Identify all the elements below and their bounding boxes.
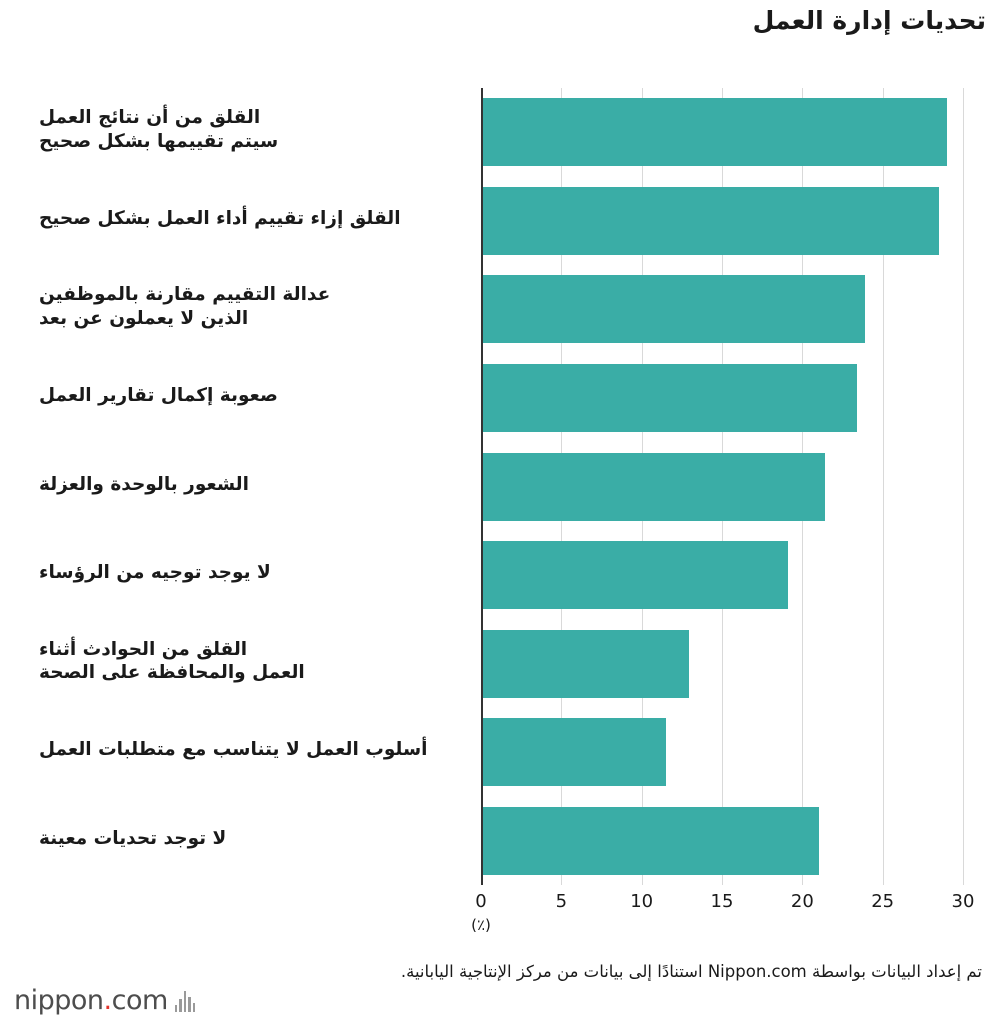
bar [483, 275, 865, 343]
category-label-line: سيتم تقييمها بشكل صحيح [39, 130, 279, 152]
gridline [963, 88, 964, 885]
plot-area [481, 88, 963, 885]
bar [483, 630, 689, 698]
bar [483, 541, 788, 609]
category-label-line: القلق من أن نتائج العمل [39, 107, 261, 129]
logo-text [14, 985, 168, 1016]
bar [483, 187, 939, 255]
category-label [39, 207, 469, 231]
x-tick-label: 30 [951, 891, 975, 912]
page-title: تحديات إدارة العمل [752, 6, 986, 35]
x-tick-label: 20 [790, 891, 814, 912]
x-tick-label: 10 [630, 891, 654, 912]
category-label-line: القلق من الحوادث أثناء [39, 638, 248, 660]
category-label [39, 561, 469, 585]
bar [483, 364, 857, 432]
source-note: تم إعداد البيانات بواسطة Nippon.com استنادًا إلى بيانات من مركز الإنتاجية اليابانية. [400, 962, 982, 981]
x-tick-label: 5 [555, 891, 568, 912]
category-label-line: عدالة التقييم مقارنة بالموظفين [39, 284, 331, 306]
bar [483, 718, 666, 786]
x-tick-label: 0 [475, 891, 487, 912]
x-tick-label: 15 [710, 891, 734, 912]
logo-suffix: com [111, 985, 168, 1016]
x-axis-ticks [475, 885, 975, 925]
category-label-line: الشعور بالوحدة والعزلة [39, 473, 249, 495]
category-label-line: لا يوجد توجيه من الرؤساء [39, 562, 271, 584]
category-label-line: لا توجد تحديات معينة [39, 827, 227, 849]
category-label-line: صعوبة إكمال تقارير العمل [39, 384, 278, 406]
category-label [39, 638, 469, 685]
bar [483, 453, 825, 521]
x-tick-label: 25 [871, 891, 895, 912]
bar [483, 807, 819, 875]
nippon-logo[interactable] [14, 985, 195, 1016]
category-label [39, 738, 469, 762]
bar [483, 98, 947, 166]
category-label-line: العمل والمحافظة على الصحة [39, 662, 305, 684]
category-label-line: الذين لا يعملون عن بعد [39, 308, 249, 330]
logo-bars-icon [175, 990, 196, 1012]
category-label [39, 283, 469, 330]
axis-unit-label: (٪) [471, 916, 491, 934]
category-label [39, 827, 469, 851]
logo-dot: . [103, 985, 112, 1016]
category-label [39, 106, 469, 153]
category-label [39, 384, 469, 408]
logo-name: nippon [14, 985, 104, 1016]
category-label-line: القلق إزاء تقييم أداء العمل بشكل صحيح [39, 207, 401, 229]
category-label-line: أسلوب العمل لا يتناسب مع متطلبات العمل [39, 739, 428, 761]
category-label [39, 473, 469, 497]
